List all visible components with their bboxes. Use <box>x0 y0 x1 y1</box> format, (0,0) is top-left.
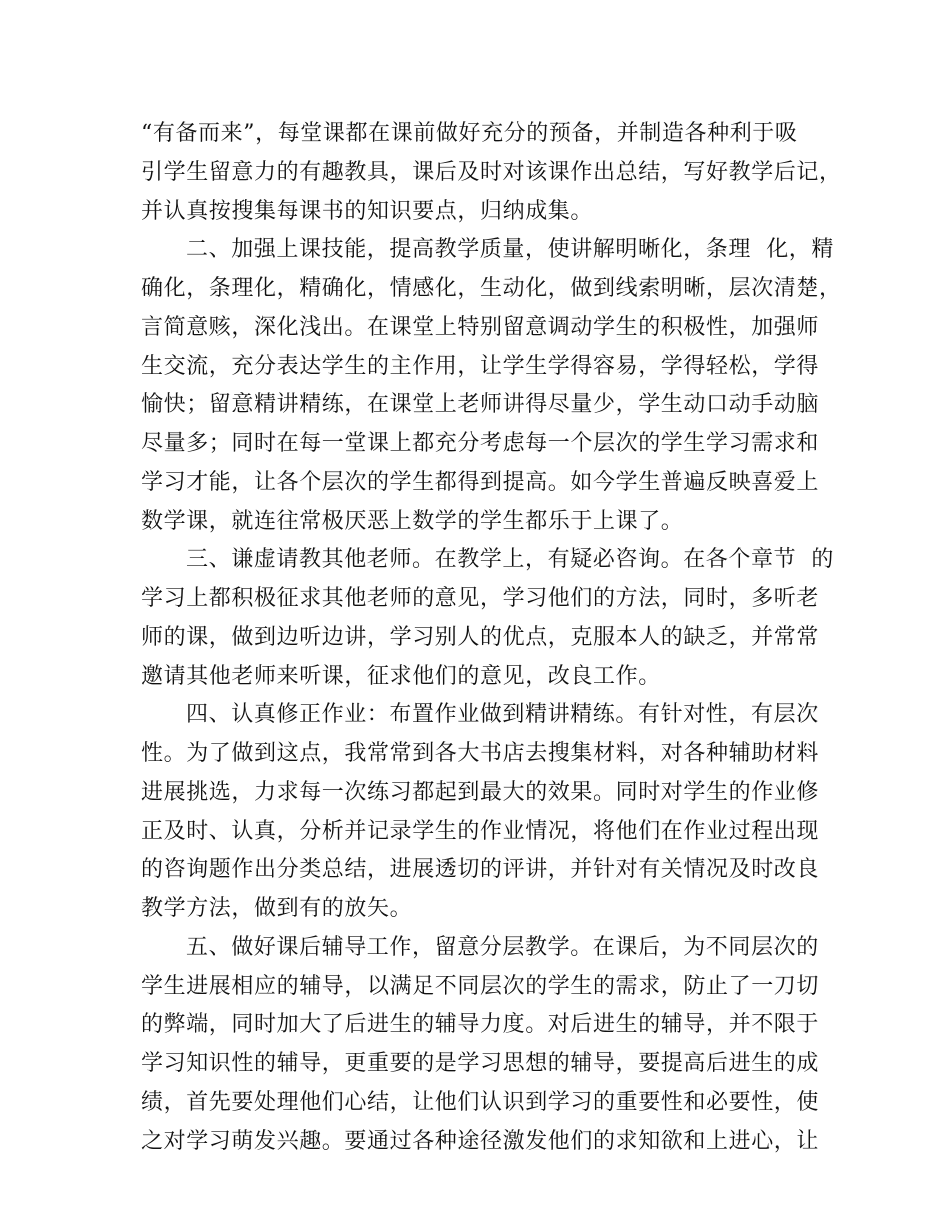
text-line: 的咨询题作出分类总结，进展透切的评讲，并针对有关情况及时改良 <box>141 857 820 882</box>
text-line: 绩，首先要处理他们心结，让他们认识到学习的重要性和必要性，使 <box>141 1090 820 1115</box>
paragraph-5-start: 五、做好课后辅导工作，留意分层教学。在课后，为不同层次的 <box>186 935 819 960</box>
text-line: 学生进展相应的辅导，以满足不同层次的学生的需求，防止了一刀切 <box>141 974 820 999</box>
text-line: 进展挑选，力求每一次练习都起到最大的效果。同时对学生的作业修 <box>141 780 820 805</box>
text-line: 生交流，充分表达学生的主作用，让学生学得容易，学得轻松，学得 <box>141 354 820 379</box>
paragraph-3-start: 三、谦虚请教其他老师。在教学上，有疑必咨询。在各个章节 的 <box>186 547 834 572</box>
text-line: “有备而来”，每堂课都在课前做好充分的预备，并制造各种利于吸 <box>141 121 798 146</box>
text-line: 教学方法，做到有的放矢。 <box>141 896 413 921</box>
text-line: 并认真按搜集每课书的知识要点，归纳成集。 <box>141 199 594 224</box>
text-line: 尽量多；同时在每一堂课上都充分考虑每一个层次的学生学习需求和 <box>141 431 820 456</box>
text-line: 引学生留意力的有趣教具，课后及时对该课作出总结，写好教学后记， <box>141 160 842 185</box>
text-line: 师的课，做到边听边讲，学习别人的优点，克服本人的缺乏，并常常 <box>141 625 820 650</box>
text-line: 的弊端，同时加大了后进生的辅导力度。对后进生的辅导，并不限于 <box>141 1012 820 1037</box>
paragraph-2-start: 二、加强上课技能，提高教学质量，使讲解明晰化，条理 化，精 <box>186 237 834 262</box>
text-line: 言简意赅，深化浅出。在课堂上特别留意调动学生的积极性，加强师 <box>141 315 820 340</box>
paragraph-4-start: 四、认真修正作业：布置作业做到精讲精练。有针对性，有层次 <box>186 702 819 727</box>
text-line: 邀请其他老师来听课，征求他们的意见，改良工作。 <box>141 664 661 689</box>
text-line: 数学课，就连往常极厌恶上数学的学生都乐于上课了。 <box>141 509 684 534</box>
text-line: 确化，条理化，精确化，情感化，生动化，做到线索明晰，层次清楚， <box>141 276 842 301</box>
text-line: 学习知识性的辅导，更重要的是学习思想的辅导，要提高后进生的成 <box>141 1051 820 1076</box>
text-line: 之对学习萌发兴趣。要通过各种途径激发他们的求知欲和上进心，让 <box>141 1129 820 1154</box>
text-line: 学习上都积极征求其他老师的意见，学习他们的方法，同时，多听老 <box>141 586 820 611</box>
text-line: 性。为了做到这点，我常常到各大书店去搜集材料，对各种辅助材料 <box>141 741 820 766</box>
text-line: 学习才能，让各个层次的学生都得到提高。如今学生普遍反映喜爱上 <box>141 470 820 495</box>
text-line: 正及时、认真，分析并记录学生的作业情况，将他们在作业过程出现 <box>141 819 820 844</box>
text-line: 愉快；留意精讲精练，在课堂上老师讲得尽量少，学生动口动手动脑 <box>141 392 820 417</box>
